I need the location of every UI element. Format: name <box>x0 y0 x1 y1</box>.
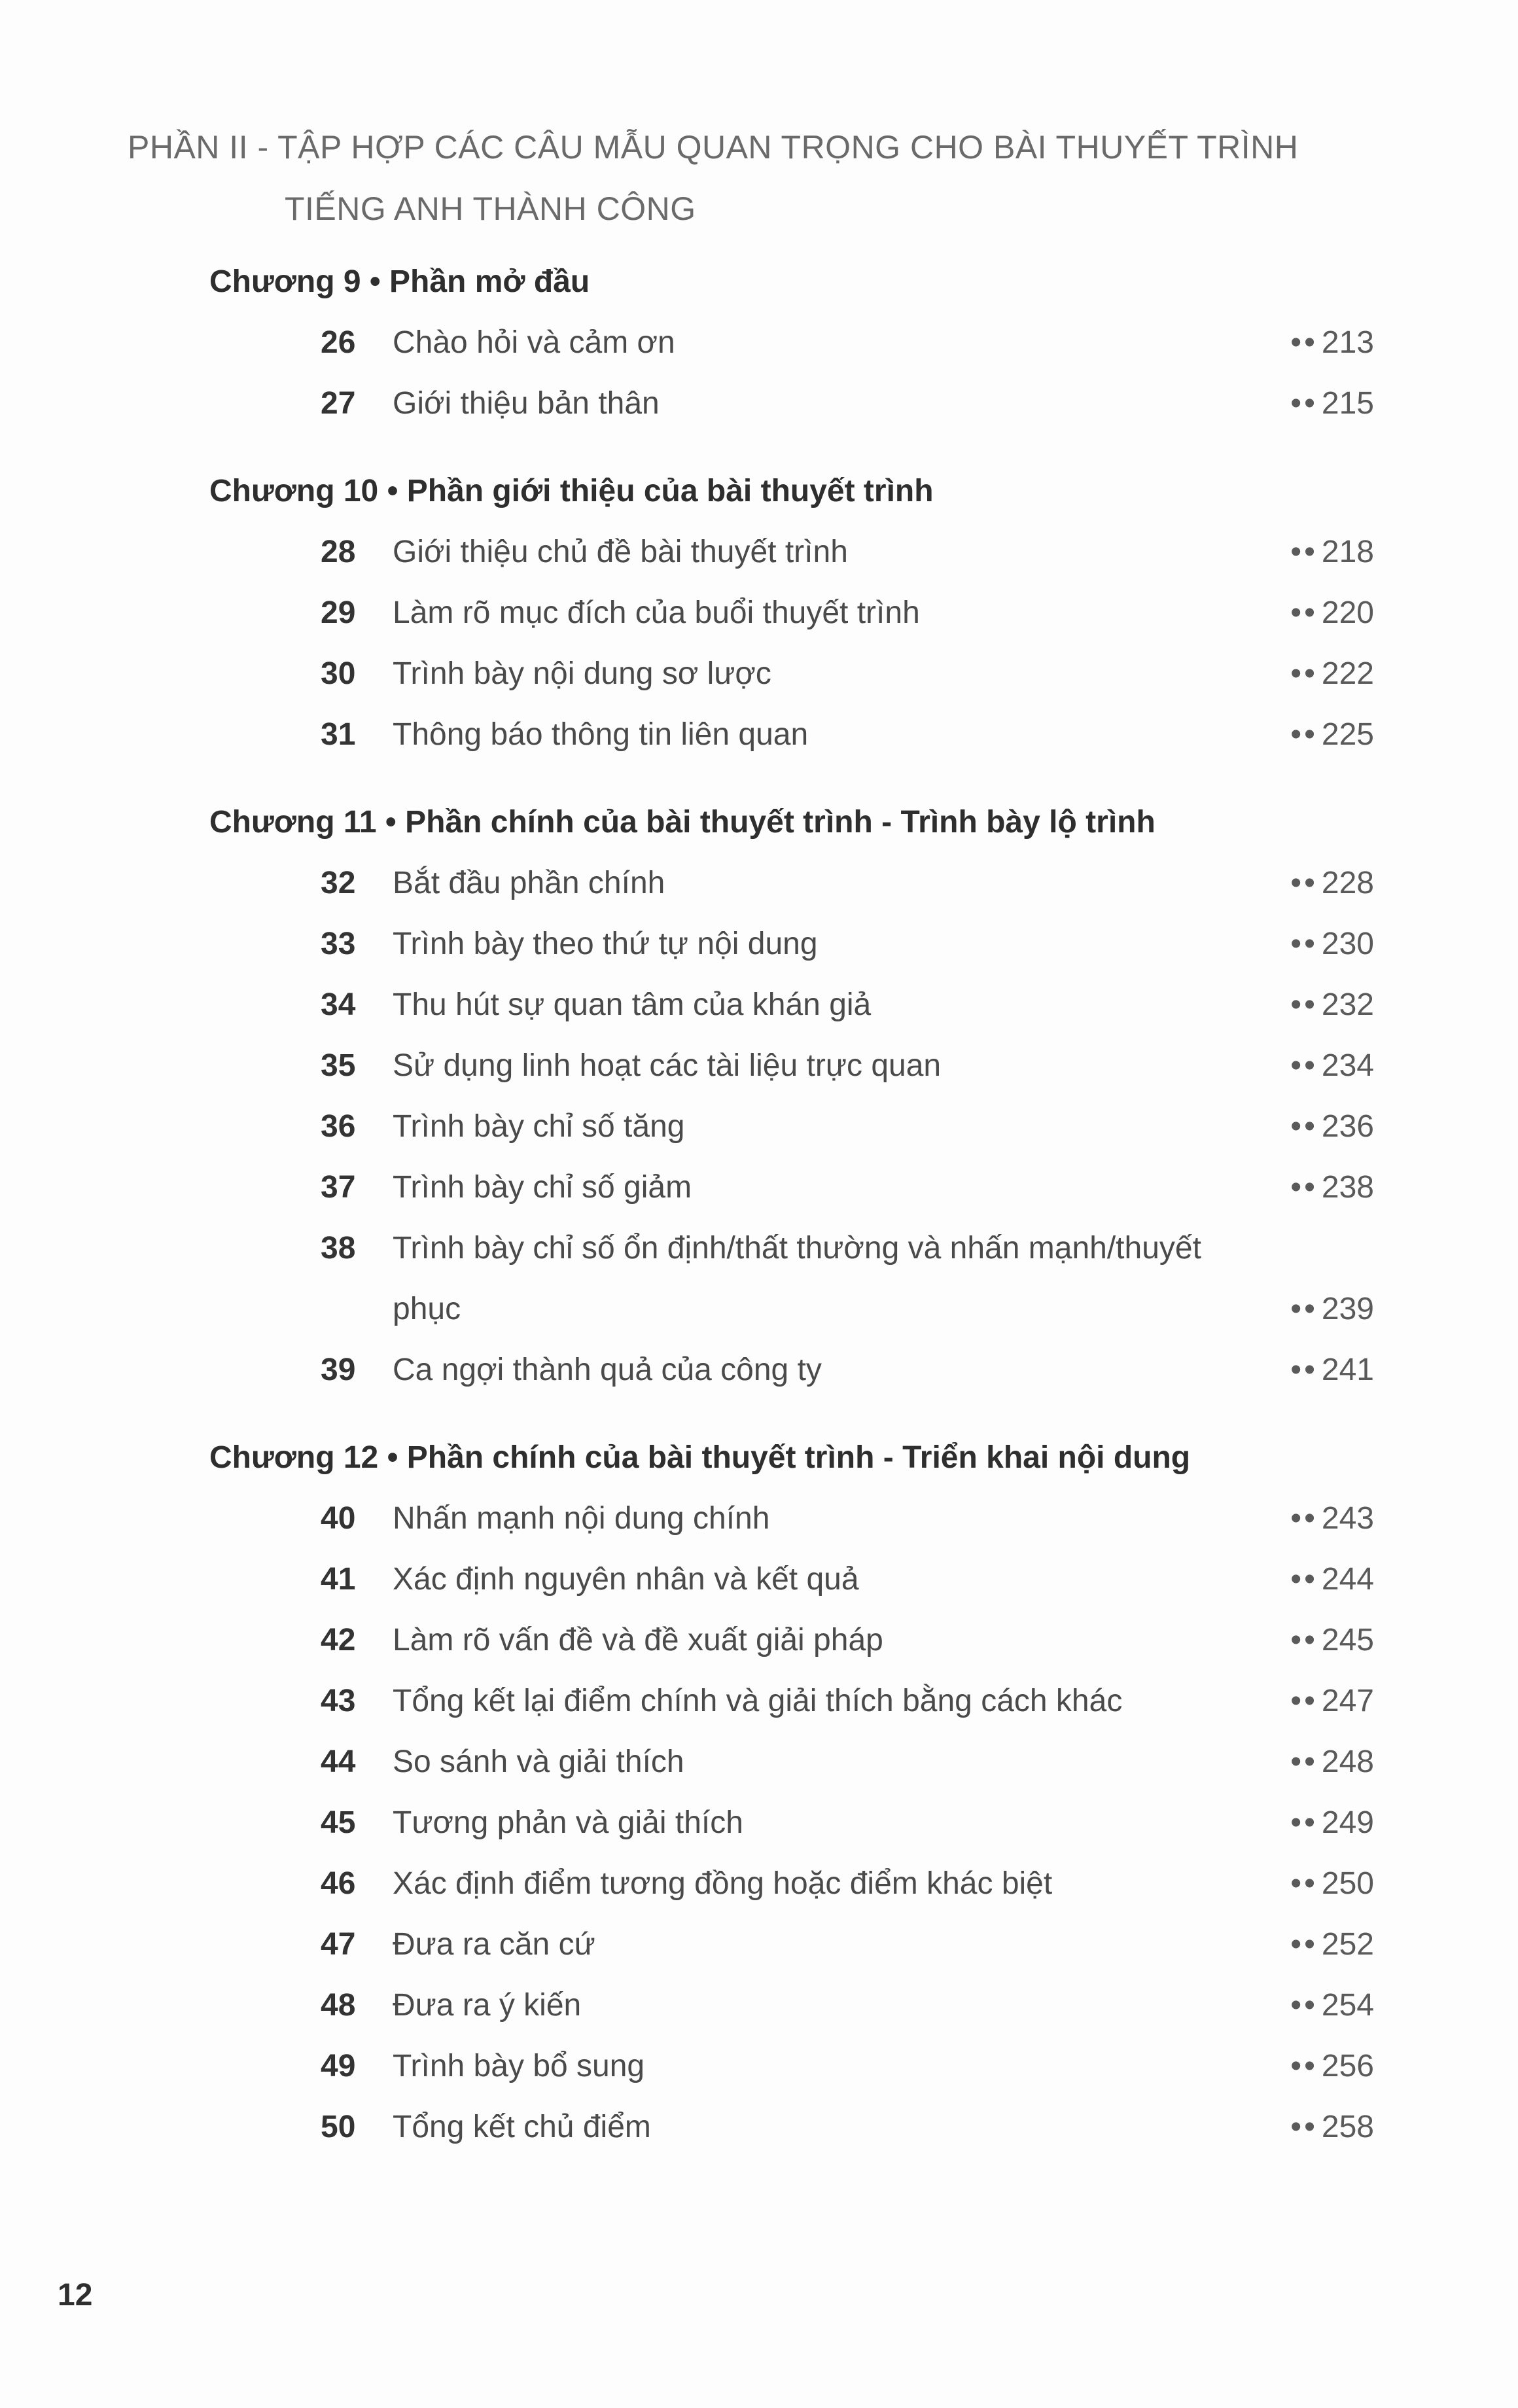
entry-page-number <box>1290 1671 1374 1731</box>
entry-number: 47 <box>321 1927 356 1962</box>
entry-title: Tổng kết lại điểm chính và giải thích bằng cách khác <box>393 1684 1123 1718</box>
table-of-contents <box>209 252 1374 2157</box>
entry-number: 49 <box>321 2049 356 2083</box>
entry-page-number <box>1290 312 1374 373</box>
dot-leader: •• <box>1290 386 1318 421</box>
part-title-line-1: PHẦN II - TẬP HỢP CÁC CÂU MẪU QUAN TRỌNG CHO BÀI THUYẾT TRÌNH <box>128 129 1299 166</box>
entry-number: 41 <box>321 1562 356 1597</box>
toc-entry[interactable] <box>209 1853 1374 1914</box>
dot-leader: •• <box>1290 535 1318 569</box>
page-reference: 241 <box>1321 1353 1374 1387</box>
entry-number: 37 <box>321 1170 356 1205</box>
toc-entry[interactable] <box>209 1731 1374 1792</box>
entry-page-number <box>1290 1914 1374 1975</box>
entry-page-number <box>1290 1279 1374 1339</box>
page-number: 12 <box>58 2278 93 2312</box>
page-reference: 249 <box>1321 1805 1374 1840</box>
entry-title: Thu hút sự quan tâm của khán giả <box>393 987 872 1022</box>
toc-entry[interactable] <box>209 1671 1374 1731</box>
page-reference: 234 <box>1321 1048 1374 1083</box>
entry-number: 34 <box>321 987 356 1022</box>
entry-number: 45 <box>321 1805 356 1840</box>
entry-title: Tổng kết chủ điểm <box>393 2110 651 2144</box>
entry-number: 31 <box>321 717 356 752</box>
toc-entry[interactable] <box>209 1218 1374 1339</box>
toc-entry[interactable] <box>209 704 1374 765</box>
entry-number: 30 <box>321 656 356 691</box>
dot-leader: •• <box>1290 1048 1318 1083</box>
entry-page-number <box>1290 1610 1374 1671</box>
chapter-section <box>209 792 1374 1400</box>
page-reference: 248 <box>1321 1744 1374 1779</box>
entry-number: 46 <box>321 1866 356 1901</box>
entry-page-number <box>1290 2036 1374 2097</box>
toc-entry[interactable] <box>209 974 1374 1035</box>
page-reference: 238 <box>1321 1170 1374 1205</box>
entry-title: Xác định điểm tương đồng hoặc điểm khác biệt <box>393 1866 1053 1901</box>
page-reference: 258 <box>1321 2110 1374 2144</box>
page-reference: 247 <box>1321 1684 1374 1718</box>
toc-entry[interactable] <box>209 1975 1374 2036</box>
dot-leader: •• <box>1290 1501 1318 1536</box>
dot-leader: •• <box>1290 987 1318 1022</box>
entry-number: 29 <box>321 595 356 630</box>
entry-page-number <box>1290 373 1374 434</box>
page-reference: 239 <box>1321 1292 1374 1326</box>
entry-title: Xác định nguyên nhân và kết quả <box>393 1562 859 1597</box>
page-reference: 243 <box>1321 1501 1374 1536</box>
entry-page-number <box>1290 1035 1374 1096</box>
dot-leader: •• <box>1290 1109 1318 1144</box>
part-title-line-2: TIẾNG ANH THÀNH CÔNG <box>285 190 696 227</box>
entry-number: 44 <box>321 1744 356 1779</box>
chapter-title: Chương 11 • Phần chính của bài thuyết trình - Trình bày lộ trình <box>209 805 1156 840</box>
dot-leader: •• <box>1290 1744 1318 1779</box>
entry-number: 42 <box>321 1623 356 1657</box>
page-reference: 252 <box>1321 1927 1374 1962</box>
entry-page-number <box>1290 1096 1374 1157</box>
entry-page-number <box>1290 1339 1374 1400</box>
entry-page-number <box>1290 853 1374 913</box>
page-reference: 228 <box>1321 866 1374 900</box>
toc-entry[interactable] <box>209 1035 1374 1096</box>
entry-title: Sử dụng linh hoạt các tài liệu trực quan <box>393 1048 942 1083</box>
entry-number: 48 <box>321 1988 356 2023</box>
entry-page-number <box>1290 643 1374 704</box>
entry-page-number <box>1290 582 1374 643</box>
toc-entry[interactable] <box>209 1339 1374 1400</box>
dot-leader: •• <box>1290 1988 1318 2023</box>
dot-leader: •• <box>1290 2049 1318 2083</box>
entry-page-number <box>1290 1792 1374 1853</box>
entry-page-number <box>1290 1853 1374 1914</box>
dot-leader: •• <box>1290 866 1318 900</box>
entry-number: 50 <box>321 2110 356 2144</box>
toc-entry[interactable] <box>209 312 1374 373</box>
entry-title: Nhấn mạnh nội dung chính <box>393 1501 770 1536</box>
chapter-section <box>209 461 1374 765</box>
part-title <box>128 116 1305 239</box>
entry-title: Tương phản và giải thích <box>393 1805 743 1840</box>
entry-title: Trình bày bổ sung <box>393 2049 645 2083</box>
page-reference: 244 <box>1321 1562 1374 1597</box>
entry-page-number <box>1290 1731 1374 1792</box>
toc-entry[interactable] <box>209 1914 1374 1975</box>
page-reference: 220 <box>1321 595 1374 630</box>
page-reference: 215 <box>1321 386 1374 421</box>
entry-title: Đưa ra ý kiến <box>393 1988 582 2023</box>
page-reference: 245 <box>1321 1623 1374 1657</box>
dot-leader: •• <box>1290 1353 1318 1387</box>
toc-entry[interactable] <box>209 522 1374 582</box>
toc-entry[interactable] <box>209 643 1374 704</box>
page-reference: 218 <box>1321 535 1374 569</box>
entry-page-number <box>1290 704 1374 765</box>
chapter-section <box>209 1428 1374 2157</box>
entry-title: Trình bày theo thứ tự nội dung <box>393 927 818 961</box>
dot-leader: •• <box>1290 927 1318 961</box>
toc-entry[interactable] <box>209 2036 1374 2097</box>
page-reference: 236 <box>1321 1109 1374 1144</box>
entry-number: 28 <box>321 535 356 569</box>
page-reference: 254 <box>1321 1988 1374 2023</box>
entry-title: Trình bày nội dung sơ lược <box>393 656 771 691</box>
toc-entry[interactable] <box>209 373 1374 434</box>
page-reference: 232 <box>1321 987 1374 1022</box>
chapter-title: Chương 9 • Phần mở đầu <box>209 264 590 299</box>
page-reference: 250 <box>1321 1866 1374 1901</box>
dot-leader: •• <box>1290 717 1318 752</box>
entry-title: Thông báo thông tin liên quan <box>393 717 809 752</box>
entry-title: Giới thiệu bản thân <box>393 386 660 421</box>
entry-title: Trình bày chỉ số giảm <box>393 1170 692 1205</box>
dot-leader: •• <box>1290 1684 1318 1718</box>
entry-page-number <box>1290 1975 1374 2036</box>
entry-number: 35 <box>321 1048 356 1083</box>
page-reference: 256 <box>1321 2049 1374 2083</box>
entry-page-number <box>1290 913 1374 974</box>
toc-entry[interactable] <box>209 853 1374 913</box>
entry-number: 38 <box>321 1231 356 1266</box>
dot-leader: •• <box>1290 595 1318 630</box>
toc-entry[interactable] <box>209 582 1374 643</box>
dot-leader: •• <box>1290 1805 1318 1840</box>
entry-page-number <box>1290 522 1374 582</box>
entry-page-number <box>1290 974 1374 1035</box>
entry-title: Bắt đầu phần chính <box>393 866 665 900</box>
entry-number: 39 <box>321 1353 356 1387</box>
chapter-title: Chương 12 • Phần chính của bài thuyết trình - Triển khai nội dung <box>209 1440 1191 1475</box>
chapter-title: Chương 10 • Phần giới thiệu của bài thuyết trình <box>209 474 934 508</box>
dot-leader: •• <box>1290 1562 1318 1597</box>
dot-leader: •• <box>1290 2110 1318 2144</box>
toc-entry[interactable] <box>209 2097 1374 2157</box>
entry-page-number <box>1290 1488 1374 1549</box>
dot-leader: •• <box>1290 1170 1318 1205</box>
entry-page-number <box>1290 1549 1374 1610</box>
dot-leader: •• <box>1290 1927 1318 1962</box>
entry-page-number <box>1290 1157 1374 1218</box>
entry-title: Chào hỏi và cảm ơn <box>393 325 675 360</box>
dot-leader: •• <box>1290 1292 1318 1326</box>
toc-entry[interactable] <box>209 1549 1374 1610</box>
entry-title: So sánh và giải thích <box>393 1744 684 1779</box>
entry-number: 40 <box>321 1501 356 1536</box>
entry-title: Làm rõ vấn đề và đề xuất giải pháp <box>393 1623 883 1657</box>
entry-title: Trình bày chỉ số ổn định/thất thường và nhấn mạnh/thuyết phục <box>393 1231 1201 1326</box>
dot-leader: •• <box>1290 1866 1318 1901</box>
toc-entry[interactable] <box>209 913 1374 974</box>
chapter-section <box>209 252 1374 434</box>
entry-title: Giới thiệu chủ đề bài thuyết trình <box>393 535 848 569</box>
entry-title: Ca ngợi thành quả của công ty <box>393 1353 822 1387</box>
entry-number: 36 <box>321 1109 356 1144</box>
page-reference: 222 <box>1321 656 1374 691</box>
dot-leader: •• <box>1290 656 1318 691</box>
toc-entry[interactable] <box>209 1792 1374 1853</box>
page-reference: 213 <box>1321 325 1374 360</box>
toc-entry[interactable] <box>209 1157 1374 1218</box>
entry-number: 43 <box>321 1684 356 1718</box>
page-reference: 230 <box>1321 927 1374 961</box>
entry-number: 27 <box>321 386 356 421</box>
entry-title: Đưa ra căn cứ <box>393 1927 595 1962</box>
toc-entry[interactable] <box>209 1610 1374 1671</box>
entry-number: 26 <box>321 325 356 360</box>
toc-entry[interactable] <box>209 1096 1374 1157</box>
entry-number: 32 <box>321 866 356 900</box>
entry-title: Làm rõ mục đích của buổi thuyết trình <box>393 595 920 630</box>
entry-title: Trình bày chỉ số tăng <box>393 1109 685 1144</box>
entry-number: 33 <box>321 927 356 961</box>
toc-entry[interactable] <box>209 1488 1374 1549</box>
entry-page-number <box>1290 2097 1374 2157</box>
page-reference: 225 <box>1321 717 1374 752</box>
dot-leader: •• <box>1290 325 1318 360</box>
dot-leader: •• <box>1290 1623 1318 1657</box>
